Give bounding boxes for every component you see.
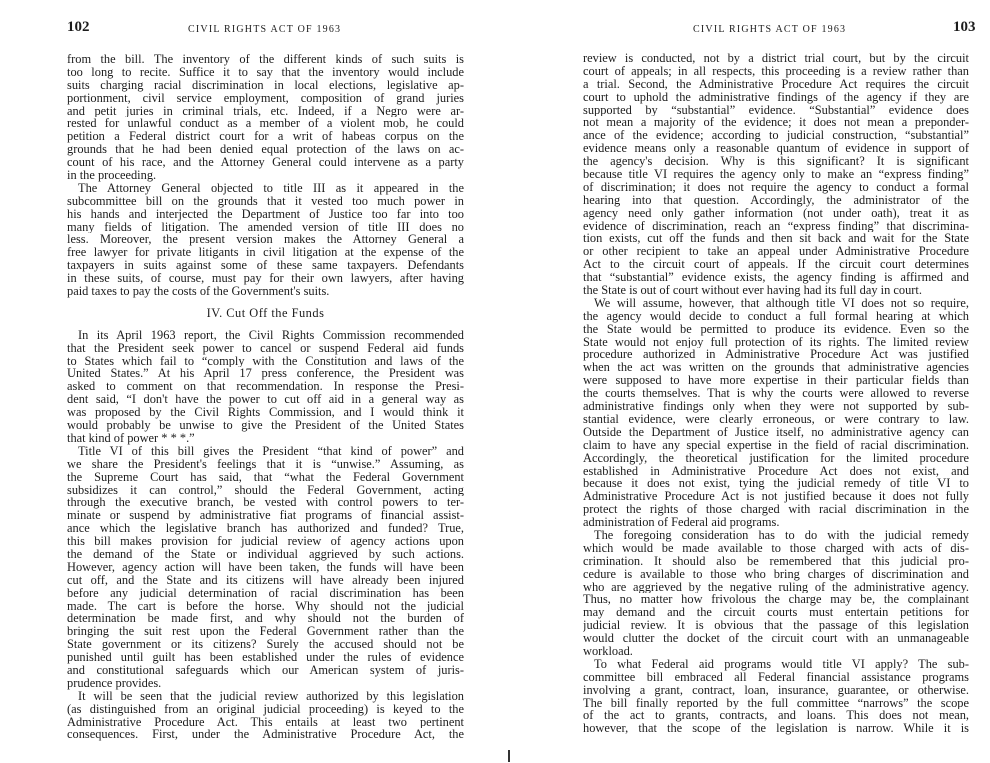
text-line: Accordingly, the theoretical justification for the limited procedure xyxy=(583,451,969,465)
text-line: many fields of litigation. The amended version of title III does no xyxy=(67,220,464,234)
text-line: less. Moreover, the present version makes the Attorney General a xyxy=(67,233,464,247)
text-line: however, that the scope of the legislation is narrow. While it is xyxy=(583,722,969,736)
text-line: which would be made available to those charged with acts of dis- xyxy=(583,541,969,555)
text-line: (as distinguished from an original judicial proceeding) is keyed to the xyxy=(67,702,464,716)
text-line: were supposed to have more expertise in their particular fields than xyxy=(583,374,969,388)
right-page xyxy=(495,0,990,763)
text-line: judicial review. It is obvious that the passage of this legislation xyxy=(583,619,969,633)
text-line: We will assume, however, that although title VI does not so require, xyxy=(594,296,969,310)
text-line: supported by “substantial” evidence. “Substantial” evidence does xyxy=(583,103,969,117)
text-line: cedure is available to those who bring charges of discrimination and xyxy=(583,567,969,581)
text-line: free lawyer for private litigants in civil litigation at the expense of the xyxy=(67,246,464,260)
text-line: we share the President's feelings that it is “unwise.” Assuming, as xyxy=(67,457,464,471)
text-line: that the President seek power to cancel or suspend Federal aid funds xyxy=(67,341,464,355)
text-line: because title VI requires the agency only to make an “express finding” xyxy=(583,168,969,181)
text-line: To what Federal aid programs would title VI apply? The sub- xyxy=(594,657,969,671)
text-line: procedure authorized in Administrative Procedure Act was justified xyxy=(583,348,969,362)
text-line: committee bill embraced all Federal financial assistance programs xyxy=(583,670,969,684)
text-line: his hands and interjected the Department of Justice too far into too xyxy=(67,207,464,221)
text-line: was proposed by the Civil Rights Commission, and I would think it xyxy=(67,406,464,420)
text-line: minate or suspend by administrative fiat programs of financial assist- xyxy=(67,509,464,523)
text-line: that kind of power * * *.” xyxy=(67,431,195,445)
text-line: involving a grant, contract, loan, insurance, guarantee, or otherwise. xyxy=(583,683,969,697)
left-page-body xyxy=(67,53,464,741)
text-line: court of appeals; in all respects, this proceeding is a review rather than xyxy=(583,64,969,78)
text-line: the demand of the State or individual aggrieved by such actions. xyxy=(67,547,464,561)
text-line: The Attorney General objected to title III as it appeared in the xyxy=(78,181,464,195)
text-line: the agency's decision. Why is this significant? It is significant xyxy=(583,155,969,169)
text-line: not mean a majority of the evidence; it does not mean a preponder- xyxy=(583,116,969,130)
text-line: from the bill. The inventory of the different kinds of such suits is xyxy=(67,53,464,66)
left-page-number: 102 xyxy=(67,19,90,35)
text-line: rested for unlawful conduct as a member of a violent mob, he could xyxy=(67,117,464,131)
text-line: review is conducted, not by a district trial court, but by the circuit xyxy=(583,52,969,65)
text-line: subsidizes it can control,” should the Federal Government, acting xyxy=(67,483,464,497)
paragraph-gap xyxy=(67,320,464,329)
text-line: established in Administrative Procedure Act does not exist, and xyxy=(583,464,969,478)
text-line: the courts themselves. That is why the courts were allowed to reverse xyxy=(583,387,969,401)
text-line: portionment, civil service employment, composition of grand juries xyxy=(67,91,464,105)
text-line: grounds that he had been denied equal protection of the laws on ac- xyxy=(67,143,464,157)
text-line: before any judicial determination of racial discrimination has been xyxy=(67,586,464,600)
text-line: who are aggrieved by the negative ruling of the administrative agency. xyxy=(583,580,969,594)
text-line: ance of the evidence; according to judicial construction, “substantial” xyxy=(583,129,969,143)
text-line: Administrative Procedure Act. This entails at least two pertinent xyxy=(67,715,464,729)
text-line: to States which fail to “comply with the Constitution and laws of the xyxy=(67,354,464,368)
text-line: paid taxes to pay the costs of the Government's suits. xyxy=(67,285,330,298)
text-line: subcommittee bill on the grounds that it vested too much power in xyxy=(67,194,464,208)
text-line: crimination. It should also be remembered that this judicial pro- xyxy=(583,554,969,568)
text-line: State would not enjoy full protection of its rights. The limited review xyxy=(583,335,969,349)
text-line: It will be seen that the judicial review authorized by this legislation xyxy=(78,689,464,703)
right-running-head: CIVIL RIGHTS ACT OF 1963 xyxy=(693,24,847,35)
text-line: through the executive branch, be vested with control powers to ter- xyxy=(67,496,464,510)
text-line: when the act was written on the grounds that administrative agencies xyxy=(583,361,969,375)
text-line: because it does not exist, tying the judicial remedy of title VI to xyxy=(583,477,969,491)
text-line: State government or its citizens? Surely the accused should not be xyxy=(67,638,464,652)
text-line: administration of Federal aid programs. xyxy=(583,516,780,529)
text-line: Administrative Procedure Act is not justified because it does not fully xyxy=(583,490,969,504)
text-line: the Supreme Court has said, that “what the Federal Government xyxy=(67,470,464,484)
text-line: Outside the Department of Justice itself, no administrative agency can xyxy=(583,425,969,439)
text-line: Act to the circuit court of appeals. If the circuit court determines xyxy=(583,258,969,272)
text-line: in the proceeding. xyxy=(67,169,157,182)
text-line: this bill makes provision for judicial review of agency actions upon xyxy=(67,535,464,548)
text-line: determination be made first, and why should not the burden of xyxy=(67,612,464,626)
text-line: ance which the legislative branch has authorized and funded? True, xyxy=(67,522,464,536)
text-line: would probably be unwise to give the President of the United States xyxy=(67,419,464,432)
text-line: court to uphold the administrative findings of the agency if they are xyxy=(583,90,969,104)
text-line: stantial evidence, were clearly erroneous, or were contrary to law. xyxy=(583,412,969,426)
section-heading: IV. Cut Off the Funds xyxy=(206,305,325,320)
text-line: punished until guilt has been established under the rules of evidence xyxy=(67,651,464,664)
text-line: Title VI of this bill gives the President “that kind of power” and xyxy=(78,444,464,458)
text-line: count of his race, and the Attorney General could intervene as a party xyxy=(67,156,464,170)
text-line: and constitutional safeguards which our American system of juris- xyxy=(67,663,464,677)
text-line: the State would be permitted to produce its evidence. Even so the xyxy=(583,322,969,336)
text-line: taxpayers in suits against some of these same taxpayers. Defendants xyxy=(67,259,464,273)
text-line: made. The cart is before the horse. Why should not the judicial xyxy=(67,599,464,613)
text-line: administrative findings only when they were not supported by sub- xyxy=(583,400,969,413)
text-line: that “substantial” evidence exists, the agency finding is affirmed and xyxy=(583,271,969,285)
text-line: hearing into that question. Accordingly, the administrator of the xyxy=(583,193,969,207)
text-line: a trial. Second, the Administrative Procedure Act requires the circuit xyxy=(583,77,969,91)
text-line: of the act to grants, contracts, and loans. This does not mean, xyxy=(583,709,969,723)
text-line: cut off, and the State and its citizens will have already been injured xyxy=(67,573,464,587)
text-line: would clutter the docket of the circuit court with an unmanageable xyxy=(583,632,969,645)
text-line: too long to recite. Suffice it to say that the inventory would include xyxy=(67,65,464,79)
left-running-head: CIVIL RIGHTS ACT OF 1963 xyxy=(188,24,342,35)
text-line: suits charging racial discrimination in local elections, legislative ap- xyxy=(67,78,464,92)
text-line: in these suits, of course, must pay for their own lawyers, after having xyxy=(67,272,464,286)
text-line: claim to have any special expertise in the field of racial discrimination. xyxy=(583,438,969,452)
text-line: workload. xyxy=(583,644,633,658)
text-line: or other recipient to take an appeal under Administrative Procedure xyxy=(583,245,969,259)
text-line: petition a Federal district court for a writ of habeas corpus on the xyxy=(67,130,464,144)
text-line: However, agency action will have been taken, the funds will have been xyxy=(67,560,464,574)
text-line: evidence means only a reasonable quantum of evidence in support of xyxy=(583,142,969,156)
right-page-body xyxy=(583,52,969,735)
text-line: United States.” At his April 17 press conference, the President was xyxy=(67,367,464,381)
text-line: bringing the suit rest upon the Federal Government rather than the xyxy=(67,625,464,639)
text-line: asked to comment on that recommendation. In response the Presi- xyxy=(67,380,464,394)
text-line: protect the rights of those charged with racial discrimination in the xyxy=(583,503,969,517)
text-line: The bill finally reported by the full committee “narrows” the scope xyxy=(583,696,969,710)
text-line: the agency would decide to conduct a full formal hearing at which xyxy=(583,309,969,323)
text-line: evidence of discrimination, reach an “express finding” that discrimina- xyxy=(583,219,969,233)
text-line: agency need only gather information (not under oath), treat it as xyxy=(583,206,969,220)
text-line: prudence provides. xyxy=(67,676,162,690)
text-line: of discrimination; it does not require the agency to conduct a formal xyxy=(583,180,969,194)
text-line: consequences. First, under the Administrative Procedure Act, the xyxy=(67,728,464,742)
text-line: Thus, no matter how frivolous the charge may be, the complainant xyxy=(583,593,969,607)
text-line: tion exists, cut off the funds and then sit back and wait for the State xyxy=(583,232,969,246)
right-page-number: 103 xyxy=(953,19,976,35)
text-line: In its April 1963 report, the Civil Rights Commission recommended xyxy=(78,328,464,342)
text-line: The foregoing consideration has to do with the judicial remedy xyxy=(594,528,969,542)
text-line: may demand and the circuit courts must entertain petitions for xyxy=(583,606,969,620)
text-line: dent said, “I don't have the power to cut off aid in a general way as xyxy=(67,393,464,407)
text-line: and petit juries in criminal trials, etc. Indeed, if a Negro were ar- xyxy=(67,104,464,118)
text-line: the State is out of court without ever having had its full day in court. xyxy=(583,284,922,297)
gutter-mark xyxy=(508,750,510,762)
